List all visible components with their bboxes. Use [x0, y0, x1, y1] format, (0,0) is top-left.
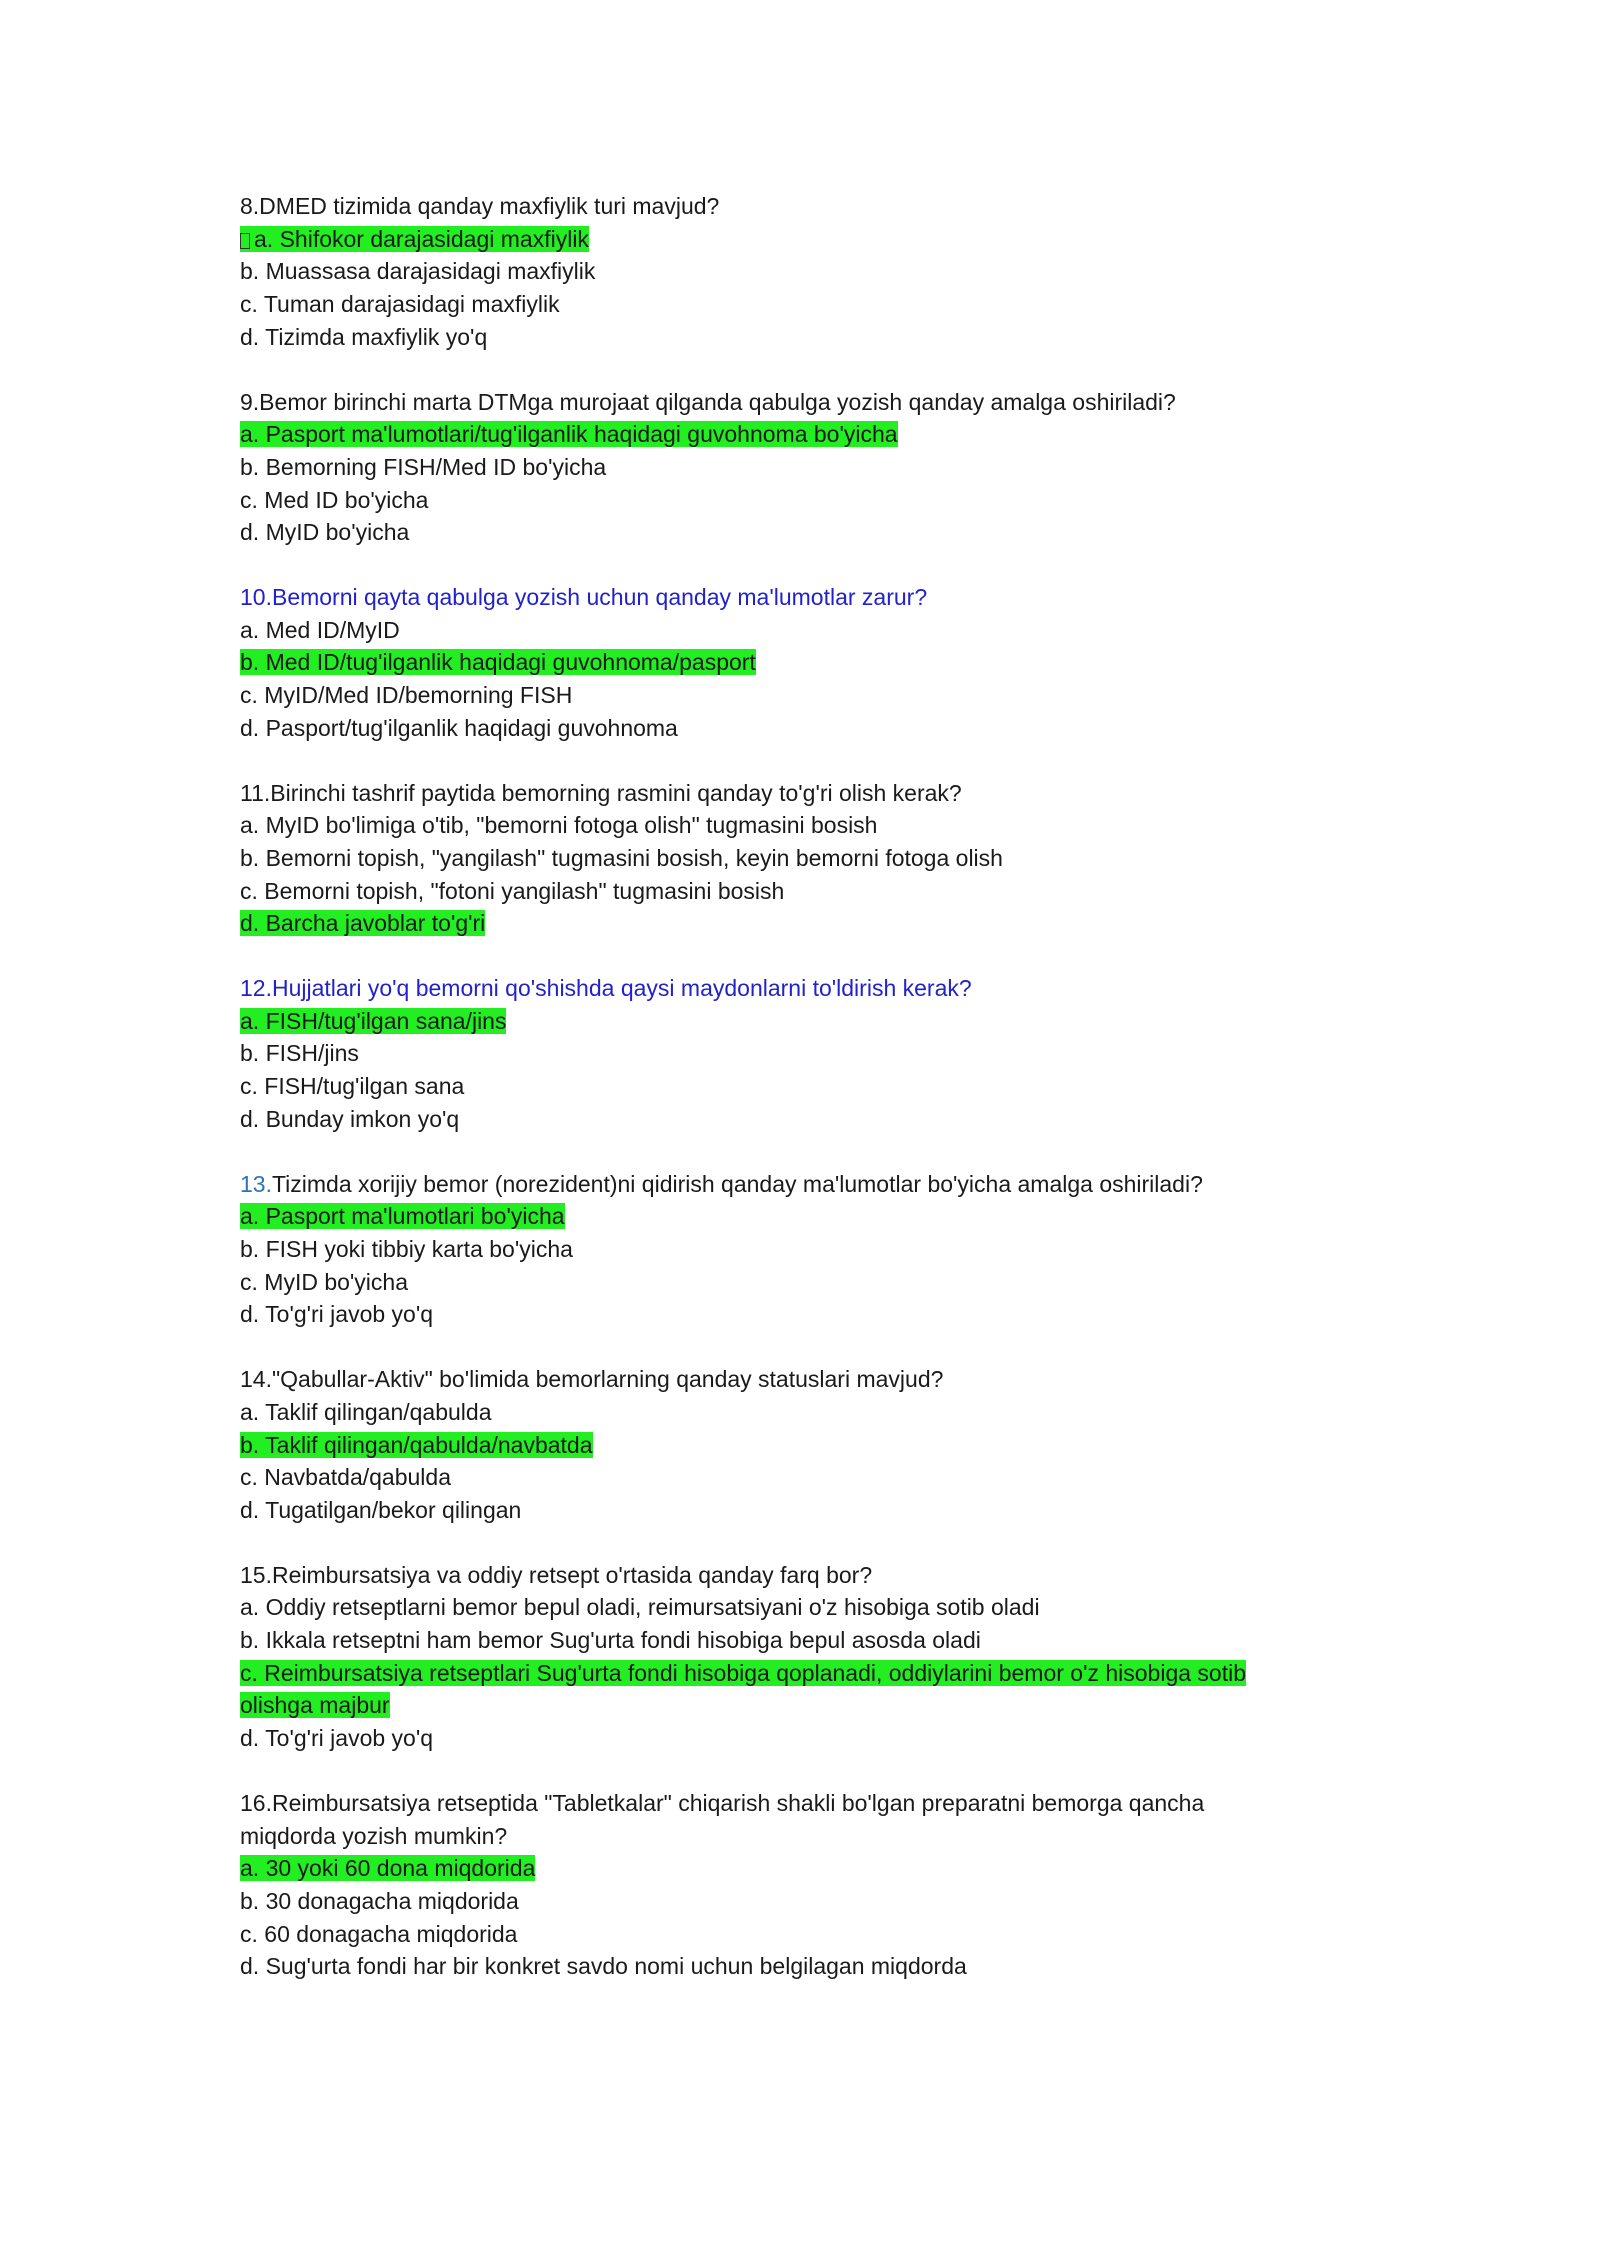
question-text-continuation: miqdorda yozish mumkin? [240, 1822, 508, 1849]
question-text: 15.Reimbursatsiya va oddiy retsept o'rtasida qanday farq bor? [240, 1561, 873, 1588]
answer-option: c. Med ID bo'yicha [240, 486, 429, 513]
answer-option: d. To'g'ri javob yo'q [240, 1301, 434, 1328]
question-16 [240, 1787, 1380, 1983]
answer-option: a. MyID bo'limiga o'tib, "bemorni fotoga olish" tugmasini bosish [240, 812, 878, 839]
correct-answer: b. Med ID/tug'ilganlik haqidagi guvohnoma/pasport [240, 649, 756, 676]
answer-option: c. Navbatda/qabulda [240, 1464, 451, 1491]
question-number: 13. [240, 1170, 272, 1197]
answer-option: d. Tizimda maxfiylik yo'q [240, 323, 488, 350]
answer-option: c. FISH/tug'ilgan sana [240, 1073, 465, 1100]
question-text: 9.Bemor birinchi marta DTMga murojaat qilganda qabulga yozish qanday amalga oshiriladi? [240, 388, 1176, 415]
correct-answer: a. 30 yoki 60 dona miqdorida [240, 1855, 536, 1882]
answer-option: a. Oddiy retseptlarni bemor bepul oladi, reimursatsiyani o'z hisobiga sotib oladi [240, 1594, 1040, 1621]
question-15 [240, 1559, 1380, 1755]
question-12 [240, 972, 1380, 1136]
correct-answer: a. FISH/tug'ilgan sana/jins [240, 1007, 507, 1034]
question-8 [240, 190, 1380, 354]
correct-answer: a. Pasport ma'lumotlari bo'yicha [240, 1203, 565, 1230]
answer-option: c. Bemorni topish, "fotoni yangilash" tugmasini bosish [240, 877, 785, 904]
answer-option: b. FISH/jins [240, 1040, 359, 1067]
answer-option: d. Tugatilgan/bekor qilingan [240, 1496, 522, 1523]
answer-option: c. 60 donagacha miqdorida [240, 1920, 518, 1947]
checkbox-glyph-icon [240, 233, 250, 249]
question-9 [240, 386, 1380, 550]
correct-answer: b. Taklif qilingan/qabulda/navbatda [240, 1431, 593, 1458]
answer-option: d. Sug'urta fondi har bir konkret savdo nomi uchun belgilagan miqdorda [240, 1953, 967, 1980]
question-text: 11.Birinchi tashrif paytida bemorning rasmini qanday to'g'ri olish kerak? [240, 779, 962, 806]
question-10 [240, 581, 1380, 745]
question-text: 8.DMED tizimida qanday maxfiylik turi mavjud? [240, 193, 720, 219]
answer-option: d. Pasport/tug'ilganlik haqidagi guvohnoma [240, 714, 678, 741]
question-text: 16.Reimbursatsiya retseptida "Tabletkalar" chiqarish shakli bo'lgan preparatni bemorga qancha [240, 1789, 1205, 1816]
correct-answer: a. Shifokor darajasidagi maxfiylik [240, 226, 589, 252]
answer-option: d. MyID bo'yicha [240, 519, 410, 546]
answer-option: b. Bemorning FISH/Med ID bo'yicha [240, 453, 607, 480]
question-13 [240, 1168, 1380, 1332]
answer-option: b. Ikkala retseptni ham bemor Sug'urta fondi hisobiga bepul asosda oladi [240, 1627, 981, 1654]
question-text: 12.Hujjatlari yo'q bemorni qo'shishda qaysi maydonlarni to'ldirish kerak? [240, 975, 972, 1002]
question-14 [240, 1363, 1380, 1527]
document-page [240, 190, 1380, 2015]
question-text: 10.Bemorni qayta qabulga yozish uchun qanday ma'lumotlar zarur? [240, 584, 928, 611]
correct-answer: c. Reimbursatsiya retseptlari Sug'urta fondi hisobiga qoplanadi, oddiylarini bemor o'z hisobiga sotib [240, 1659, 1247, 1686]
answer-option: c. MyID/Med ID/bemorning FISH [240, 682, 573, 709]
answer-option: c. MyID bo'yicha [240, 1268, 408, 1295]
answer-option: a. Med ID/MyID [240, 616, 400, 643]
question-11 [240, 777, 1380, 941]
correct-answer: d. Barcha javoblar to'g'ri [240, 910, 486, 937]
answer-option: b. Bemorni topish, "yangilash" tugmasini bosish, keyin bemorni fotoga olish [240, 844, 1003, 871]
answer-option: b. Muassasa darajasidagi maxfiylik [240, 258, 596, 285]
question-text: 13.Tizimda xorijiy bemor (norezident)ni qidirish qanday ma'lumotlar bo'yicha amalga oshiriladi? [240, 1170, 1203, 1197]
correct-answer-continuation: olishga majbur [240, 1692, 390, 1719]
answer-option: b. 30 donagacha miqdorida [240, 1887, 519, 1914]
answer-option: c. Tuman darajasidagi maxfiylik [240, 291, 560, 318]
correct-answer: a. Pasport ma'lumotlari/tug'ilganlik haqidagi guvohnoma bo'yicha [240, 421, 898, 448]
answer-option: b. FISH yoki tibbiy karta bo'yicha [240, 1235, 573, 1262]
answer-option: a. Taklif qilingan/qabulda [240, 1398, 492, 1425]
answer-option: d. Bunday imkon yo'q [240, 1105, 460, 1132]
question-text: 14."Qabullar-Aktiv" bo'limida bemorlarning qanday statuslari mavjud? [240, 1366, 944, 1393]
answer-option: d. To'g'ri javob yo'q [240, 1725, 434, 1752]
